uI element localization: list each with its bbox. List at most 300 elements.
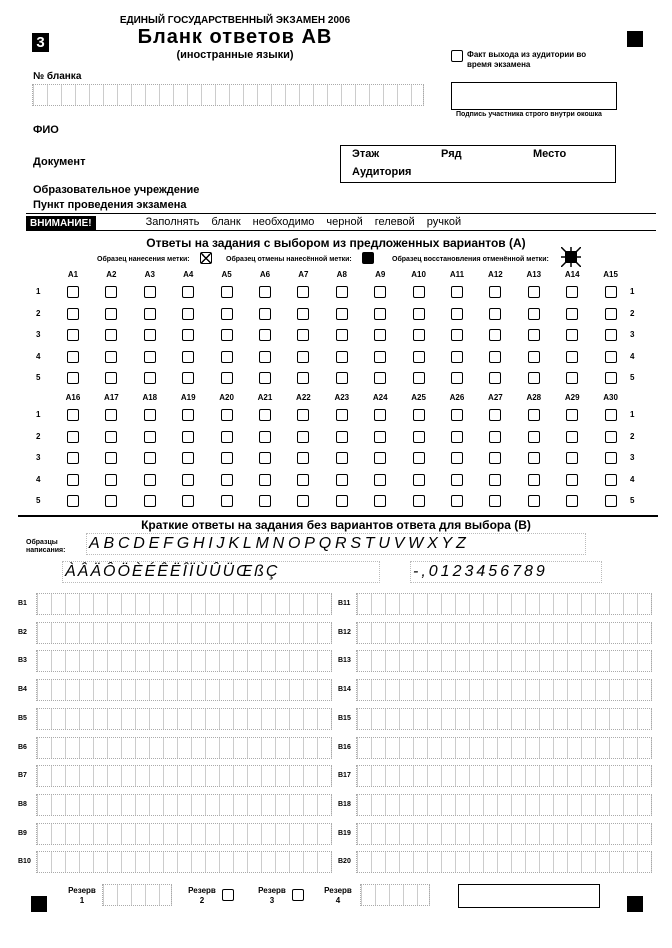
answer-checkbox[interactable] [566,329,578,341]
answer-checkbox[interactable] [67,286,79,298]
b-answer-label: B4 [18,686,27,694]
blank-number-label: № бланка [33,71,82,82]
column-header: A10 [411,270,426,279]
answer-checkbox[interactable] [105,372,117,384]
answer-checkbox[interactable] [182,409,194,421]
answer-checkbox[interactable] [489,351,501,363]
column-header: A25 [411,393,426,402]
answer-checkbox[interactable] [67,495,79,507]
sample-mark-label: Образец нанесения метки: [97,256,190,263]
b-answer-label: B1 [18,600,27,607]
answer-checkbox[interactable] [566,474,578,486]
row-label: 1 [36,410,41,419]
answer-checkbox[interactable] [566,351,578,363]
answer-checkbox[interactable] [528,495,540,507]
reserve-4-label [318,886,358,906]
sample-mark-icon [200,252,212,264]
b-answer-field[interactable] [36,737,332,759]
answer-checkbox[interactable] [413,431,425,443]
column-header: A21 [257,393,273,402]
answer-checkbox[interactable] [489,329,501,341]
answer-checkbox[interactable] [413,495,425,507]
b-answer-field[interactable] [36,794,332,816]
answer-checkbox[interactable] [528,351,540,363]
column-header: A15 [603,270,618,279]
answer-checkbox[interactable] [413,351,425,363]
institution-label: Образовательное учреждение [33,184,200,196]
warning-word: гелевой [374,216,415,228]
column-header: A3 [144,270,155,279]
answer-checkbox[interactable] [336,474,348,486]
row-label: 2 [630,308,635,318]
answer-checkbox[interactable] [182,372,194,384]
b-answer-label: B15 [338,714,351,722]
b-answer-field[interactable] [36,622,332,644]
answer-checkbox[interactable] [144,495,156,507]
answer-checkbox[interactable] [182,431,194,443]
corner-marker-bottom-left [31,896,47,912]
b-answer-field[interactable] [356,708,652,730]
answer-checkbox[interactable] [566,372,578,384]
b-answer-label: B9 [18,829,27,837]
answer-checkbox[interactable] [413,452,425,464]
b-answer-label: B11 [338,600,351,607]
answer-checkbox[interactable] [297,474,309,486]
reserve-num: 3 [269,896,275,905]
column-header: A17 [104,393,119,402]
samples-label-line: Образцы [26,539,58,546]
b-answer-label: B3 [18,657,27,665]
b-answer-field[interactable] [356,650,652,672]
exam-point-label: Пункт проведения экзамена [33,199,187,211]
row-label: 2 [36,431,41,441]
answer-checkbox[interactable] [489,431,501,443]
answer-checkbox[interactable] [105,474,117,486]
answer-checkbox[interactable] [451,286,463,298]
b-answer-field[interactable] [356,593,652,615]
answer-checkbox[interactable] [374,431,386,443]
reserve-num: 2 [199,896,205,905]
row-label: Ряд [441,148,462,160]
row-label: 3 [630,330,635,339]
answer-checkbox[interactable] [374,351,386,363]
answer-checkbox[interactable] [605,286,617,298]
samples-label-line: написания: [26,547,66,554]
answer-checkbox[interactable] [67,452,79,464]
answer-checkbox[interactable] [297,286,309,298]
answer-checkbox[interactable] [605,495,617,507]
b-answer-label: B19 [338,829,351,837]
answer-checkbox[interactable] [413,474,425,486]
answer-checkbox[interactable] [374,372,386,384]
answer-checkbox[interactable] [451,372,463,384]
row-label: 2 [630,431,635,441]
answer-checkbox[interactable] [413,372,425,384]
answer-checkbox[interactable] [528,452,540,464]
b-answer-field[interactable] [356,794,652,816]
answer-checkbox[interactable] [105,308,117,320]
b-answer-label: B2 [18,628,27,636]
answer-checkbox[interactable] [374,474,386,486]
answer-checkbox[interactable] [259,286,271,298]
digit-samples: -,0123456789 [410,561,602,583]
answer-checkbox[interactable] [413,329,425,341]
answer-checkbox[interactable] [144,409,156,421]
answer-checkbox[interactable] [221,409,233,421]
reserve-1-field[interactable] [102,884,172,906]
document-label: Документ [33,156,86,168]
column-header: A29 [564,393,580,402]
answer-checkbox[interactable] [528,431,540,443]
answer-checkbox[interactable] [259,308,271,320]
column-header: A5 [221,270,232,279]
answer-checkbox[interactable] [144,372,156,384]
exam-name: ЕДИНЫЙ ГОСУДАРСТВЕННЫЙ ЭКЗАМЕН 2006 [119,15,351,26]
answer-checkbox[interactable] [297,329,309,341]
b-answer-field[interactable] [356,737,652,759]
answer-checkbox[interactable] [221,474,233,486]
column-header: A30 [603,393,618,402]
column-header: A28 [526,393,542,402]
b-answer-field[interactable] [356,851,652,873]
form-number-badge: 3 [32,33,49,52]
row-label: 5 [36,496,41,505]
answer-checkbox[interactable] [67,409,79,421]
b-answer-label: B7 [18,772,27,780]
answer-checkbox[interactable] [221,329,233,341]
answer-checkbox[interactable] [182,329,194,341]
reserve-4-field[interactable] [360,884,430,906]
answer-checkbox[interactable] [144,329,156,341]
answer-checkbox[interactable] [566,495,578,507]
divider-top [26,213,656,214]
answer-checkbox[interactable] [221,495,233,507]
b-answer-field[interactable] [36,650,332,672]
b-answer-label: B18 [338,800,351,808]
answer-checkbox[interactable] [451,351,463,363]
column-header: A18 [142,393,158,402]
answer-checkbox[interactable] [605,409,617,421]
answer-checkbox[interactable] [105,452,117,464]
answer-checkbox[interactable] [336,372,348,384]
warning-word: черной [326,216,363,228]
b-answer-field[interactable] [36,823,332,845]
column-header: A22 [296,393,311,402]
answer-checkbox[interactable] [566,286,578,298]
answer-checkbox[interactable] [605,308,617,320]
warning-bar [26,216,461,231]
answer-checkbox[interactable] [336,409,348,421]
answer-checkbox[interactable] [297,308,309,320]
b-answer-field[interactable] [36,708,332,730]
reserve-2-label [184,886,220,906]
b-answer-label: B16 [338,743,351,751]
answer-checkbox[interactable] [182,474,194,486]
reserve-2-checkbox[interactable] [222,889,234,901]
answer-checkbox[interactable] [451,409,463,421]
bottom-box [458,884,600,908]
answer-checkbox[interactable] [221,372,233,384]
sample-cancel-icon [362,252,374,264]
warning-word: ручкой [426,216,462,228]
answer-checkbox[interactable] [374,308,386,320]
sample-cancel-label: Образец отмены нанесённой метки: [226,256,352,263]
samples-label [26,539,65,555]
column-header: A7 [298,270,309,279]
answer-checkbox[interactable] [144,474,156,486]
answer-checkbox[interactable] [259,409,271,421]
answer-checkbox[interactable] [297,372,309,384]
answer-checkbox[interactable] [374,409,386,421]
answer-checkbox[interactable] [489,452,501,464]
answer-checkbox[interactable] [297,431,309,443]
column-header: A24 [372,393,388,402]
warning-word: бланк [211,216,241,228]
answer-checkbox[interactable] [221,452,233,464]
answer-checkbox[interactable] [67,474,79,486]
b-answer-label: B12 [338,628,351,636]
warning-badge: ВНИМАНИЕ! [26,216,96,231]
column-header: A12 [488,270,503,279]
column-header: A13 [526,270,542,279]
column-header: A2 [106,270,117,279]
answer-checkbox[interactable] [528,474,540,486]
answer-checkbox[interactable] [605,351,617,363]
auditorium-label: Аудитория [352,166,412,178]
answer-checkbox[interactable] [528,329,540,341]
answer-checkbox[interactable] [489,308,501,320]
warning-word: Заполнять [145,216,200,228]
column-header: A1 [67,270,79,279]
answer-checkbox[interactable] [605,431,617,443]
exit-fact-checkbox[interactable] [451,50,463,62]
answer-checkbox[interactable] [182,351,194,363]
sample-restore-icon [561,247,581,267]
answer-checkbox[interactable] [336,495,348,507]
b-answer-field[interactable] [356,765,652,787]
answer-checkbox[interactable] [221,286,233,298]
sample-restore-label: Образец восстановления отменённой метки: [392,256,549,263]
answer-checkbox[interactable] [566,452,578,464]
answer-checkbox[interactable] [336,351,348,363]
reserve-1-label [64,886,100,906]
answer-checkbox[interactable] [259,474,271,486]
reserve-num: 1 [79,896,85,905]
column-header: A26 [449,393,465,402]
answer-checkbox[interactable] [605,474,617,486]
accented-samples: ÀÂÄÔÖÈÉÊËÎÏÙÛÜŒßÇ [62,561,380,583]
answer-checkbox[interactable] [259,431,271,443]
answer-checkbox[interactable] [105,351,117,363]
answer-checkbox[interactable] [259,452,271,464]
row-label: 3 [36,453,41,462]
b-answer-field[interactable] [356,823,652,845]
column-header: A8 [336,270,347,279]
corner-marker-top-right [627,31,643,47]
answer-checkbox[interactable] [451,474,463,486]
b-answer-field[interactable] [36,765,332,787]
answer-checkbox[interactable] [336,308,348,320]
row-label: 1 [630,410,635,419]
answer-checkbox[interactable] [297,452,309,464]
answer-checkbox[interactable] [67,329,79,341]
b-answer-field[interactable] [36,679,332,701]
b-answer-label: B10 [18,858,31,866]
column-header: A9 [375,270,386,279]
b-answer-label: B5 [18,714,27,722]
answer-checkbox[interactable] [566,431,578,443]
answer-checkbox[interactable] [374,452,386,464]
reserve-3-checkbox[interactable] [292,889,304,901]
answer-checkbox[interactable] [259,351,271,363]
row-label: 5 [36,373,41,382]
answer-checkbox[interactable] [451,495,463,507]
answer-checkbox[interactable] [105,329,117,341]
answer-checkbox[interactable] [605,452,617,464]
answer-checkbox[interactable] [413,308,425,320]
answer-checkbox[interactable] [451,452,463,464]
b-answer-label: B17 [338,772,351,780]
form-title: Бланк ответов АВ [137,26,333,48]
answer-checkbox[interactable] [221,351,233,363]
b-answer-label: B8 [18,800,27,808]
signature-box[interactable] [451,82,617,110]
answer-checkbox[interactable] [144,308,156,320]
row-label: 3 [36,330,41,339]
answer-checkbox[interactable] [67,351,79,363]
reserve-label: Резерв [324,886,352,895]
column-header: A11 [449,270,465,279]
answer-checkbox[interactable] [297,351,309,363]
section-b-title: Краткие ответы на задания без вариантов ответа для выбора (В) [141,518,531,532]
row-label: 4 [36,351,41,361]
column-header: A4 [183,270,194,279]
answer-checkbox[interactable] [489,372,501,384]
row-label: 5 [630,373,635,382]
answer-checkbox[interactable] [451,431,463,443]
answer-checkbox[interactable] [144,351,156,363]
answer-checkbox[interactable] [182,495,194,507]
row-label: 4 [630,474,635,484]
column-header: A27 [488,393,503,402]
answer-checkbox[interactable] [489,286,501,298]
answer-checkbox[interactable] [67,372,79,384]
blank-number-field[interactable] [32,84,424,106]
corner-marker-bottom-right [627,896,643,912]
answer-checkbox[interactable] [105,431,117,443]
row-label: 5 [630,496,635,505]
b-answer-label: B20 [338,858,351,866]
answer-checkbox[interactable] [297,409,309,421]
answer-checkbox[interactable] [105,495,117,507]
answer-checkbox[interactable] [528,409,540,421]
answer-checkbox[interactable] [605,329,617,341]
answer-checkbox[interactable] [489,495,501,507]
fio-label: ФИО [33,124,59,136]
answer-checkbox[interactable] [451,329,463,341]
answer-checkbox[interactable] [221,431,233,443]
answer-checkbox[interactable] [182,452,194,464]
row-label: 4 [630,351,635,361]
answer-checkbox[interactable] [182,308,194,320]
column-header: A16 [65,393,81,402]
answer-checkbox[interactable] [528,308,540,320]
answer-checkbox[interactable] [374,495,386,507]
row-label: 1 [36,287,41,296]
answer-checkbox[interactable] [336,452,348,464]
reserve-label: Резерв [188,886,216,895]
answer-checkbox[interactable] [489,409,501,421]
answer-checkbox[interactable] [144,452,156,464]
row-label: 4 [36,474,41,484]
answer-checkbox[interactable] [105,286,117,298]
answer-checkbox[interactable] [259,495,271,507]
column-header: A6 [259,270,271,279]
answer-checkbox[interactable] [336,431,348,443]
answer-checkbox[interactable] [489,474,501,486]
answer-checkbox[interactable] [221,308,233,320]
answer-checkbox[interactable] [67,431,79,443]
answer-checkbox[interactable] [605,372,617,384]
row-label: 3 [630,453,635,462]
answer-checkbox[interactable] [336,286,348,298]
answer-checkbox[interactable] [451,308,463,320]
b-answer-label: B6 [18,743,27,751]
b-answer-label: B14 [338,686,351,694]
answer-checkbox[interactable] [297,495,309,507]
reserve-3-label [254,886,290,906]
answer-checkbox[interactable] [566,409,578,421]
answer-checkbox[interactable] [259,372,271,384]
row-label: 1 [630,287,635,296]
answer-checkbox[interactable] [105,409,117,421]
answer-checkbox[interactable] [182,286,194,298]
answer-checkbox[interactable] [566,308,578,320]
answer-checkbox[interactable] [413,409,425,421]
column-header: A19 [180,393,196,402]
answer-checkbox[interactable] [528,286,540,298]
answer-checkbox[interactable] [144,286,156,298]
reserve-label: Резерв [68,886,96,895]
column-header: A14 [564,270,580,279]
warning-word: необходимо [252,216,315,228]
b-answer-field[interactable] [36,851,332,873]
section-a-title: Ответы на задания с выбором из предложенных вариантов (А) [146,236,526,250]
answer-checkbox[interactable] [374,286,386,298]
answer-checkbox[interactable] [67,308,79,320]
answer-checkbox[interactable] [144,431,156,443]
b-answer-field[interactable] [36,593,332,615]
answer-checkbox[interactable] [336,329,348,341]
b-answer-field[interactable] [356,679,652,701]
form-subtitle: (иностранные языки) [176,49,294,61]
seat-label: Место [533,148,567,160]
answer-checkbox[interactable] [259,329,271,341]
reserve-label: Резерв [258,886,286,895]
divider-warning [26,230,656,231]
signature-caption: Подпись участника строго внутри окошка [456,111,602,118]
answer-checkbox[interactable] [528,372,540,384]
b-answer-label: B13 [338,657,351,665]
answer-checkbox[interactable] [374,329,386,341]
latin-samples: ABCDEFGHIJKLMNOPQRSTUVWXYZ [86,533,586,555]
column-header: A20 [219,393,234,402]
row-label: 2 [36,308,41,318]
column-header: A23 [334,393,350,402]
b-answer-field[interactable] [356,622,652,644]
answer-checkbox[interactable] [413,286,425,298]
exit-fact-label: Факт выхода из аудитории во время экзамена [467,50,587,69]
